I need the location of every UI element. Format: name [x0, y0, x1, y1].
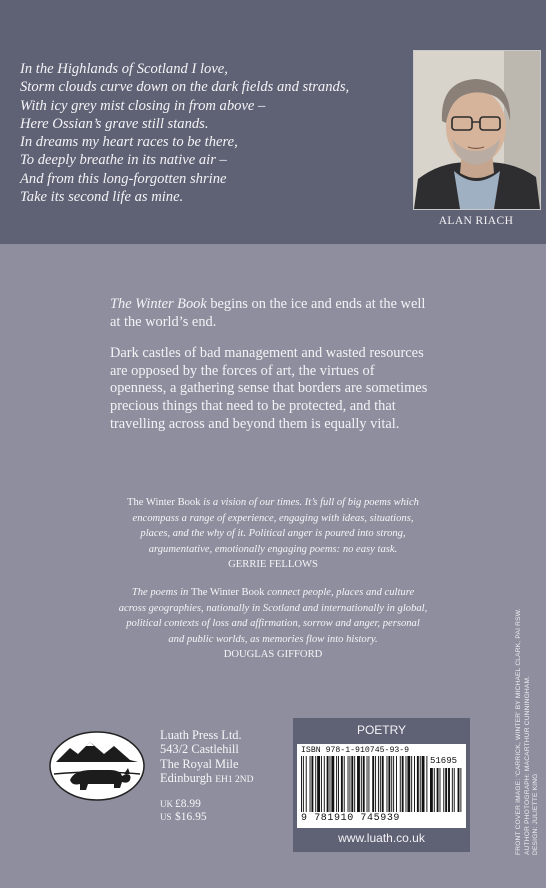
website-link[interactable]: www.luath.co.uk [338, 831, 425, 845]
price-addon-bars [430, 768, 462, 814]
barcode-bar [426, 756, 427, 812]
barcode-bar [317, 756, 320, 812]
blurb-text: begins on the ice and ends at the well at the world’s end. [110, 296, 426, 330]
prices [160, 798, 260, 824]
barcode-bar [354, 756, 355, 812]
address-line: The Royal Mile [160, 756, 239, 771]
poem-line: In the Highlands of Scotland I love, [20, 61, 228, 77]
credit-line: AUTHOR PHOTOGRAPH: MACARTHUR CUNNINGHAM. [523, 675, 531, 855]
barcode-bar [310, 756, 311, 812]
blurb-paragraph [110, 296, 432, 331]
book-title: The Winter Book [127, 497, 201, 508]
barcode-bar [382, 756, 384, 812]
barcode-bar [330, 756, 331, 812]
barcode-bar [380, 756, 381, 812]
barcode-bar [311, 756, 313, 812]
barcode-bar [407, 756, 410, 812]
barcode-bar [388, 756, 390, 812]
barcode-bar [303, 756, 304, 812]
cover-credits [515, 608, 541, 855]
poem-line: Take its second life as mine. [20, 189, 184, 206]
quote-body: connect people, places and culture across geographies, nationally in Scotland and internationally in global, political contexts of loss and affirmation, sorrow and anger, personal and public worlds, as memories flow into history. [118, 586, 428, 645]
barcode-bar [361, 756, 362, 812]
barcode-bar [417, 756, 419, 812]
barcode [297, 744, 466, 828]
barcode-bar [351, 756, 353, 812]
barcode-panel [293, 718, 470, 852]
review-quote [118, 585, 428, 647]
blurb-paragraph: Dark castles of bad management and wasted resources are opposed by the forces of art, the virtues of openness, a gathering sense that borders are sometimes precious things that need to be protected, and that travelling across and beyond them is equally vital. [110, 345, 428, 432]
poem-line: Here Ossian’s grave still stands. [20, 115, 209, 132]
poem-line: To deeply breathe in its native air – [20, 152, 227, 169]
barcode-bar [448, 768, 450, 812]
author-name-caption: ALAN RIACH [438, 215, 514, 227]
credit-line: FRONT COVER IMAGE: 'CARRICK, WINTER' BY MICHAEL CLARK, PAI RSW. [515, 608, 522, 855]
barcode-bar [324, 756, 325, 812]
barcode-bar [321, 756, 322, 812]
address-line: 543/2 Castlehill [160, 742, 239, 757]
poem-line: And from this long-forgotten shrine [20, 170, 227, 187]
quote-author: GERRIE FELLOWS [228, 559, 318, 571]
barcode-bar [336, 756, 337, 812]
barcode-bar [387, 756, 388, 812]
price-uk-label: UK [160, 799, 173, 809]
price-uk [160, 798, 260, 811]
barcode-bar [341, 756, 343, 812]
price-us-value: $16.95 [175, 811, 207, 823]
barcode-bar [414, 756, 415, 812]
address-city: Edinburgh [160, 771, 213, 786]
book-title: The Winter Book [190, 586, 265, 598]
ean-digits-text: 9 781910 745939 [301, 813, 401, 824]
barcode-bar [375, 756, 376, 812]
price-uk-value: £8.99 [175, 798, 201, 810]
barcode-bar [301, 756, 302, 812]
quote-body: is a vision of our times. It’s full of big poems which encompass a range of experience, engaging with ideas, situations, places, and the why of it. Political anger is poured into strong, argumentative, emotionally engaging poems: no easy task. [132, 497, 419, 555]
barcode-bar [357, 756, 360, 812]
poem-line: With icy grey mist closing in from above – [20, 97, 266, 114]
barcode-bar [338, 756, 339, 812]
luath-logo-icon [48, 730, 146, 802]
category-label: POETRY [356, 723, 407, 737]
barcode-bar [391, 756, 392, 812]
barcode-bar [430, 768, 433, 812]
barcode-bar [363, 756, 365, 812]
author-photo [413, 50, 541, 210]
barcode-bar [368, 756, 369, 812]
barcode-bar [420, 756, 421, 812]
barcode-bar [422, 756, 425, 812]
barcode-bar [458, 768, 460, 812]
barcode-bar [344, 756, 345, 812]
publisher-address [160, 728, 280, 788]
poem-line: In dreams my heart races to be there, [20, 134, 238, 151]
quote-author: DOUGLAS GIFFORD [223, 649, 323, 661]
book-title: The Winter Book [110, 296, 207, 312]
barcode-bar [454, 768, 455, 812]
review-quotes [118, 495, 428, 675]
barcode-bar [452, 768, 453, 812]
price-us-label: US [160, 812, 172, 822]
barcode-bar [443, 768, 444, 812]
barcode-bar [440, 768, 441, 812]
poem-line: Storm clouds curve down on the dark fields and strands, [20, 79, 350, 96]
barcode-bar [445, 768, 447, 812]
publisher-name: Luath Press Ltd. [160, 728, 242, 742]
barcode-bar [348, 756, 349, 812]
author-portrait-image [414, 51, 540, 209]
barcode-bar [402, 756, 404, 812]
barcode-bar [331, 756, 334, 812]
barcode-bar [434, 768, 435, 812]
barcode-bar [411, 756, 412, 812]
address-postcode: EH1 2ND [215, 775, 254, 786]
barcode-bar [460, 768, 461, 812]
barcode-bar [396, 756, 397, 812]
review-quote [118, 495, 428, 557]
isbn-text: ISBN 978-1-910745-93-9 [301, 746, 410, 755]
barcode-bar [400, 756, 401, 812]
poem [20, 60, 410, 206]
credit-line: DESIGN: JULIETTE KING [532, 773, 540, 855]
barcode-bar [349, 756, 350, 812]
barcode-bar [315, 756, 316, 812]
address-city-line [160, 771, 280, 787]
barcode-bar [437, 768, 439, 812]
barcode-bar [393, 756, 394, 812]
barcode-bar [367, 756, 368, 812]
price-code-text: 51695 [430, 756, 458, 766]
barcode-bar [378, 756, 379, 812]
ean-barcode-bars [301, 756, 429, 814]
barcode-bar [372, 756, 374, 812]
price-us [160, 811, 260, 824]
barcode-bar [406, 756, 407, 812]
barcode-bar [306, 756, 307, 812]
quote-intro: The poems in [131, 586, 191, 598]
barcode-bar [327, 756, 329, 812]
blurb [110, 296, 432, 447]
